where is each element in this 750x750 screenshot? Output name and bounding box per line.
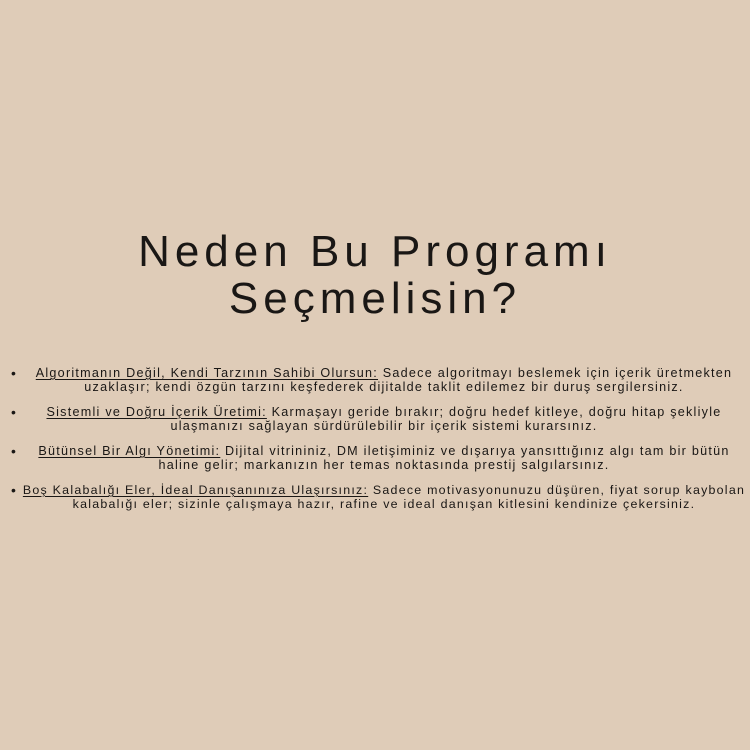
benefit-text: Dijital vitrininiz, DM iletişiminiz ve dışarıya yansıttığınız algı tam bir bütün xyxy=(220,444,730,458)
benefit-heading: Algoritmanın Değil, Kendi Tarzının Sahibi Olursun: xyxy=(35,366,379,380)
benefit-text-continued: ulaşmanızı sağlayan sürdürülebilir bir içerik sistemi kurarsınız. xyxy=(170,419,598,433)
benefit-text: Sadece algoritmayı beslemek için içerik üretmekten xyxy=(378,366,733,380)
bullet-icon: • xyxy=(11,365,18,381)
page-title-line-2: Seçmelisin? xyxy=(228,274,522,323)
bullet-icon: • xyxy=(11,443,18,459)
benefit-heading: Bütünsel Bir Algı Yönetimi: xyxy=(38,444,221,458)
benefit-heading: Sistemli ve Doğru İçerik Üretimi: xyxy=(46,405,267,419)
benefit-item-ideal-client xyxy=(0,483,750,511)
bullet-icon: • xyxy=(11,404,18,420)
benefit-text-continued: haline gelir; markanızın her temas noktasında prestij salgılarsınız. xyxy=(158,458,610,472)
page-title-line-1: Neden Bu Programı xyxy=(138,227,612,276)
benefit-item-content-production xyxy=(0,405,750,433)
benefit-heading: Boş Kalabalığı Eler, İdeal Danışanınıza Ulaşırsınız: xyxy=(22,483,369,497)
page-title xyxy=(0,228,750,322)
benefit-text: Sadece motivasyonunuzu düşüren, fiyat sorup kaybolan xyxy=(368,483,746,497)
bullet-icon: • xyxy=(11,482,18,498)
benefit-item-own-style xyxy=(0,366,750,394)
benefit-list xyxy=(0,366,750,522)
benefit-text: Karmaşayı geride bırakır; doğru hedef kitleye, doğru hitap şekliyle xyxy=(266,405,722,419)
benefit-item-perception-management xyxy=(0,444,750,472)
benefit-text-continued: kalabalığı eler; sizinle çalışmaya hazır, rafine ve ideal danışan kitlesini kendinize çekersiniz. xyxy=(72,497,696,511)
benefit-text-continued: uzaklaşır; kendi özgün tarzını keşfederek dijitalde taklit edilemez bir duruş sergilersiniz. xyxy=(84,380,684,394)
